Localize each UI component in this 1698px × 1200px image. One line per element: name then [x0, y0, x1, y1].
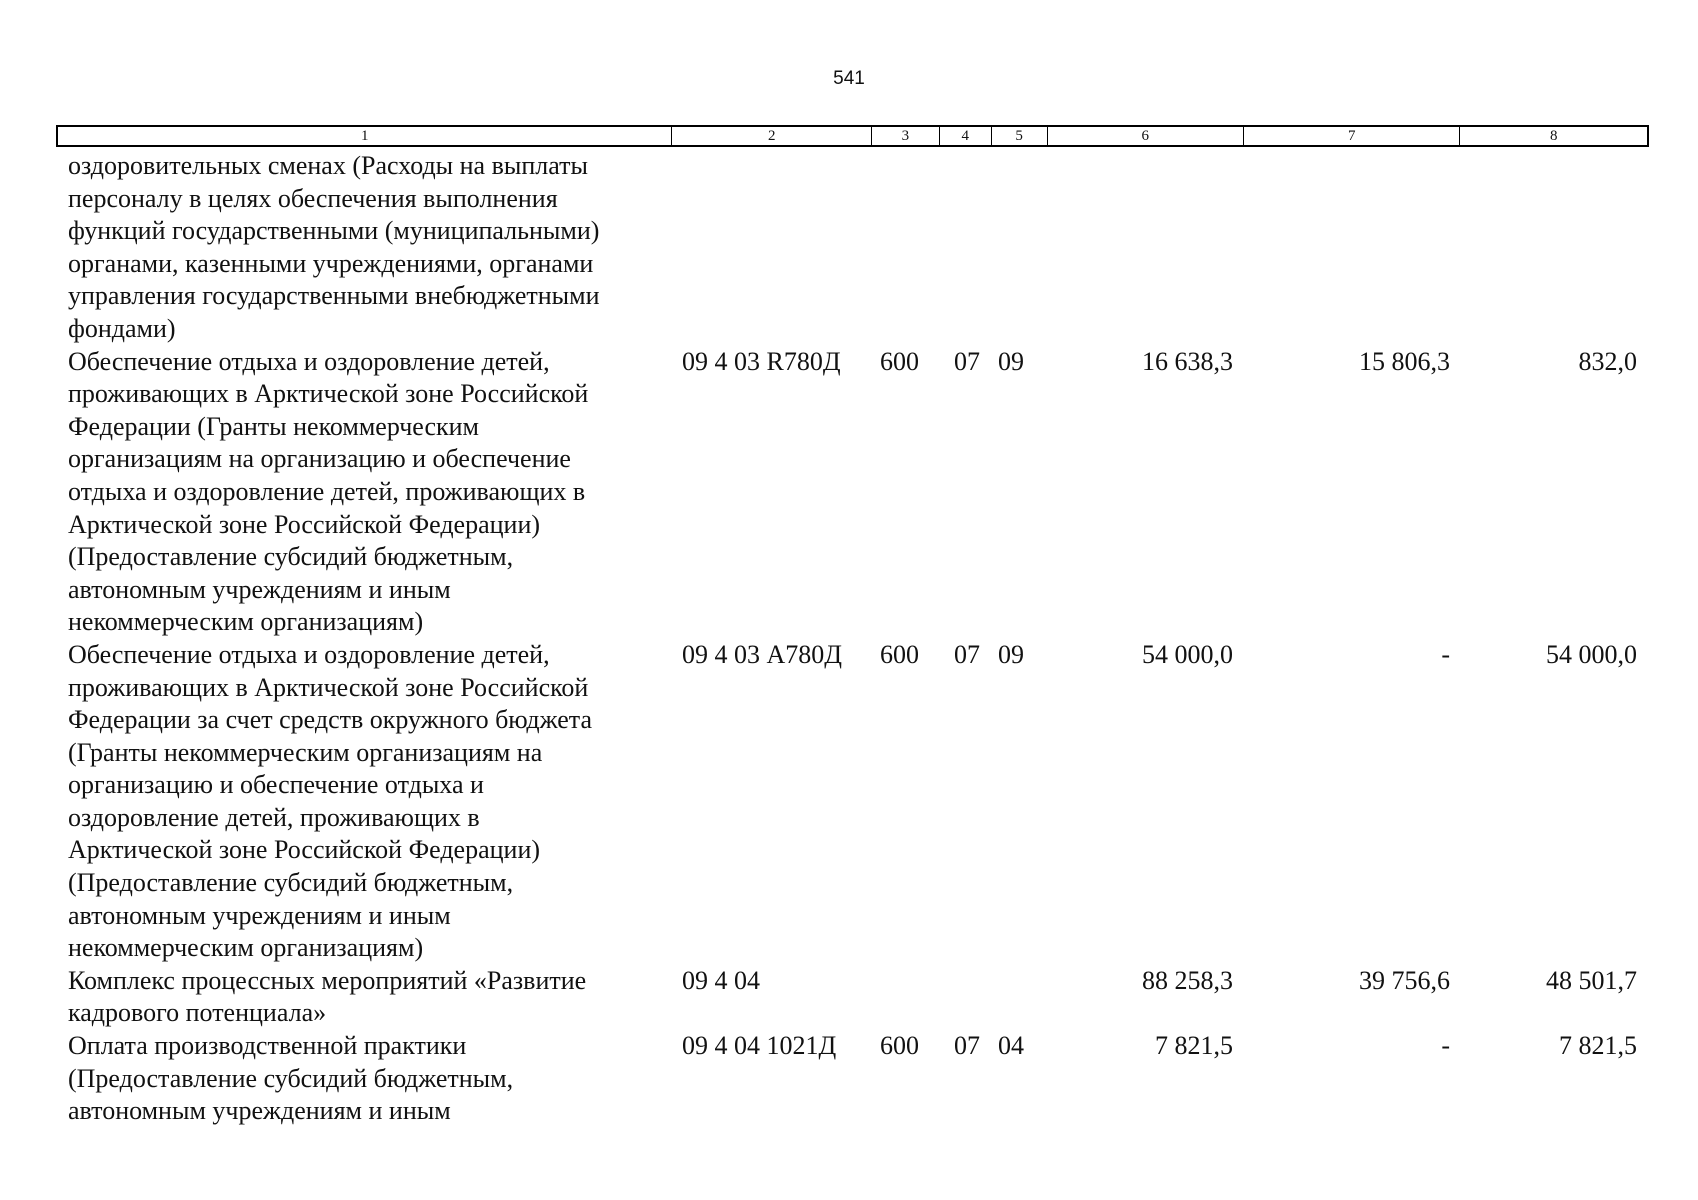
row-code: 09 4 04	[682, 965, 760, 995]
description-line: Арктической зоне Российской Федерации)	[68, 509, 541, 539]
header-col-7: 7	[1244, 127, 1460, 145]
row-col-7: -	[1441, 1031, 1450, 1061]
description-line: персоналу в целях обеспечения выполнения	[68, 183, 558, 213]
row-total: 16 638,3	[1142, 346, 1233, 376]
description-line: фондами)	[68, 313, 176, 343]
header-col-6: 6	[1048, 127, 1245, 145]
row-col-4: 07	[954, 1031, 980, 1061]
table-row	[56, 639, 1649, 965]
description-line: (Предоставление субсидий бюджетным,	[68, 1063, 514, 1093]
table-row	[56, 150, 1649, 346]
row-col-8: 7 821,5	[1559, 1031, 1637, 1061]
description-line: (Гранты некоммерческим организациям на	[68, 737, 543, 767]
description-line: оздоровление детей, проживающих в	[68, 802, 480, 832]
header-col-5: 5	[992, 127, 1048, 145]
description-line: некоммерческим организациям)	[68, 933, 424, 963]
description-line: функций государственными (муниципальными)	[68, 216, 600, 246]
row-col-5: 04	[998, 1031, 1024, 1061]
description-line: Обеспечение отдыха и оздоровление детей,	[68, 639, 550, 669]
row-description	[56, 1030, 672, 1128]
description-line: автономным учреждениям и иным	[68, 574, 451, 604]
description-line: органами, казенными учреждениями, органами	[68, 248, 594, 278]
description-line: Обеспечение отдыха и оздоровление детей,	[68, 346, 550, 376]
description-line: Оплата производственной практики	[68, 1031, 467, 1061]
row-col-8	[1462, 150, 1649, 346]
description-line: (Предоставление субсидий бюджетным,	[68, 542, 514, 572]
header-col-3: 3	[872, 127, 940, 145]
description-line: оздоровительных сменах (Расходы на выплаты	[68, 151, 588, 180]
row-col-7: 39 756,6	[1359, 965, 1450, 995]
description-line: Федерации (Гранты некоммерческим	[68, 411, 479, 441]
row-total: 88 258,3	[1142, 965, 1233, 995]
description-line: Комплекс процессных мероприятий «Развитие	[68, 965, 587, 995]
description-line: (Предоставление субсидий бюджетным,	[68, 868, 514, 898]
row-col-4	[940, 150, 992, 346]
description-line: Арктической зоне Российской Федерации)	[68, 835, 541, 865]
row-col-5	[992, 150, 1048, 346]
row-total: 7 821,5	[1155, 1031, 1233, 1061]
row-col-8: 832,0	[1578, 346, 1637, 376]
description-line: Федерации за счет средств окружного бюджета	[68, 705, 593, 735]
row-col-8: 54 000,0	[1546, 639, 1637, 669]
row-description	[56, 965, 672, 1030]
row-col-4	[940, 965, 992, 1030]
header-col-1: 1	[58, 127, 672, 145]
row-total	[1048, 150, 1245, 346]
description-line: некоммерческим организациям)	[68, 607, 424, 637]
description-line: организациям на организацию и обеспечение	[68, 444, 571, 474]
row-code: 09 4 04 1021Д	[682, 1031, 837, 1061]
description-line: кадрового потенциала»	[68, 998, 327, 1028]
table-body	[56, 150, 1649, 1128]
description-line: проживающих в Арктической зоне Российской	[68, 379, 589, 409]
row-description	[56, 150, 672, 346]
header-col-8: 8	[1549, 128, 1558, 144]
table-header	[56, 125, 1649, 147]
row-col-5: 09	[998, 639, 1024, 669]
description-line: организацию и обеспечение отдыха и	[68, 770, 484, 800]
row-col-3	[872, 965, 940, 1030]
row-col-4: 07	[954, 639, 980, 669]
table-row	[56, 346, 1649, 639]
header-col-2: 2	[672, 127, 872, 145]
row-col-5	[992, 965, 1048, 1030]
row-col-7	[1245, 150, 1462, 346]
row-col-3: 600	[880, 1031, 919, 1061]
row-col-3: 600	[880, 346, 919, 376]
description-line: отдыха и оздоровление детей, проживающих в	[68, 476, 586, 506]
page-number: 541	[833, 68, 865, 89]
row-col-5: 09	[998, 346, 1024, 376]
description-line: автономным учреждениям и иным	[68, 900, 451, 930]
row-code	[672, 150, 872, 346]
row-col-7: 15 806,3	[1359, 346, 1450, 376]
header-col-4: 4	[940, 127, 992, 145]
row-code: 09 4 03 R780Д	[682, 346, 841, 376]
table-row	[56, 965, 1649, 1030]
row-col-7: -	[1441, 639, 1450, 669]
row-description	[56, 346, 672, 639]
description-line: проживающих в Арктической зоне Российской	[68, 672, 589, 702]
row-code: 09 4 03 А780Д	[682, 639, 843, 669]
row-col-8: 48 501,7	[1546, 965, 1637, 995]
description-line: управления государственными внебюджетными	[68, 281, 600, 311]
row-col-4: 07	[954, 346, 980, 376]
row-total: 54 000,0	[1142, 639, 1233, 669]
row-description	[56, 639, 672, 965]
description-line: автономным учреждениям и иным	[68, 1096, 451, 1126]
row-col-3: 600	[880, 639, 919, 669]
table-row	[56, 1030, 1649, 1128]
row-col-3	[872, 150, 940, 346]
